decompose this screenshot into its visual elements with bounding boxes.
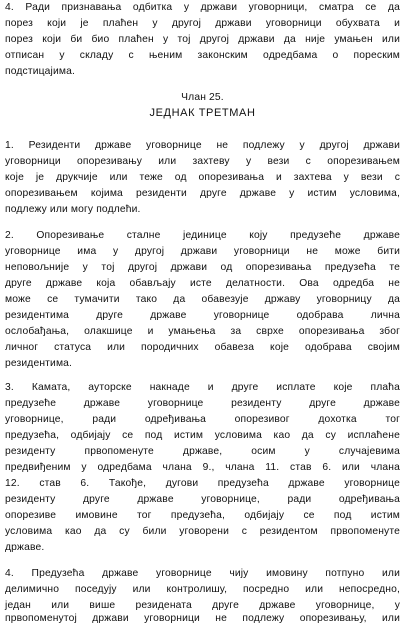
text-line: предвиђеним у одредбама члана 9., члана 11. став 6. или члана (5, 462, 400, 473)
text-line: може се тумачити тако да обавезује државу уговорницу да (5, 294, 400, 305)
text-line: које је друкчије или теже од опорезивања и захтева у вези с (5, 172, 400, 183)
text-line: личног статуса или породичних обавеза које одобрава својим (5, 342, 400, 353)
text-line: опорезиве имовине тог предузећа, одбијају се под истим (5, 510, 400, 521)
text-line: подстицајима. (5, 66, 75, 77)
text-line: уговорнице има у другој држави уговорници не може бити (5, 246, 400, 257)
text-line: 12. став 6. Такође, дугови предузећа државе уговорнице (5, 478, 400, 489)
text-line: ослобађања, олакшице и умањења за сврхе опорезивања због (5, 326, 400, 337)
text-line: 3. Камата, ауторске накнаде и друге исплате које плаћа (5, 382, 400, 393)
text-line: условима као да су били уговорени с резидентом првопоменуте (5, 526, 400, 537)
text-line: 4. Ради признавања одбитка у држави уговорници, сматра се да (5, 2, 400, 13)
text-line: делимично поседују или контролишу, посредно или непосредно, (5, 584, 400, 595)
text-line: резиденту друге државе уговорнице, ради одређивања (5, 494, 400, 505)
text-line: резидентима друге државе уговорнице одобрава лична (5, 310, 400, 321)
text-line: државе. (5, 542, 45, 553)
article-number: Члан 25. (181, 92, 224, 103)
text-line: уговорници опорезивању или захтеву у вези с опорезивањем (5, 156, 400, 167)
text-line: отписан у складу с њеним законским одредбама о пореским (5, 50, 400, 61)
text-line: уговорнице, ради одређивања опорезивог дохотка тог (5, 414, 400, 425)
text-line: друге државе која обављају исте делатности. Ова одредба не (5, 278, 400, 289)
text-line: 4. Предузећа државе уговорнице чију имовину потпуно или (5, 568, 400, 579)
text-line: предузећа, одбијају се под истим условима као да су исплаћене (5, 430, 400, 441)
text-line: опорезивањем којима резиденти друге државе у истим условима, (5, 188, 400, 199)
text-line: порез који би био плаћен у тој другој држави да није умањен или (5, 34, 400, 45)
text-line: један или више резидената друге државе уговорнице, у (5, 600, 400, 611)
text-line: порез који је плаћен у другој држави уговорници обухвата и (5, 18, 400, 29)
text-line: предузеће државе уговорнице резиденту друге државе (5, 398, 400, 409)
text-line: подлежу или могу подлећи. (5, 204, 141, 215)
article-title: ЈЕДНАК ТРЕТМАН (149, 107, 256, 119)
text-line: 1. Резиденти државе уговорнице не подлежу у другој држави (5, 140, 400, 151)
text-line: неповољније у тој другој држави од опорезивања предузећа те (5, 262, 400, 273)
text-line: првопоменутој држави уговорници не подлежу опорезивању, или (5, 613, 400, 624)
text-line: резиденту првопоменуте државе, осим у случајевима (5, 446, 400, 457)
text-line: резидентима. (5, 358, 73, 369)
text-line: 2. Опорезивање сталне јединице коју предузеће државе (5, 230, 400, 241)
